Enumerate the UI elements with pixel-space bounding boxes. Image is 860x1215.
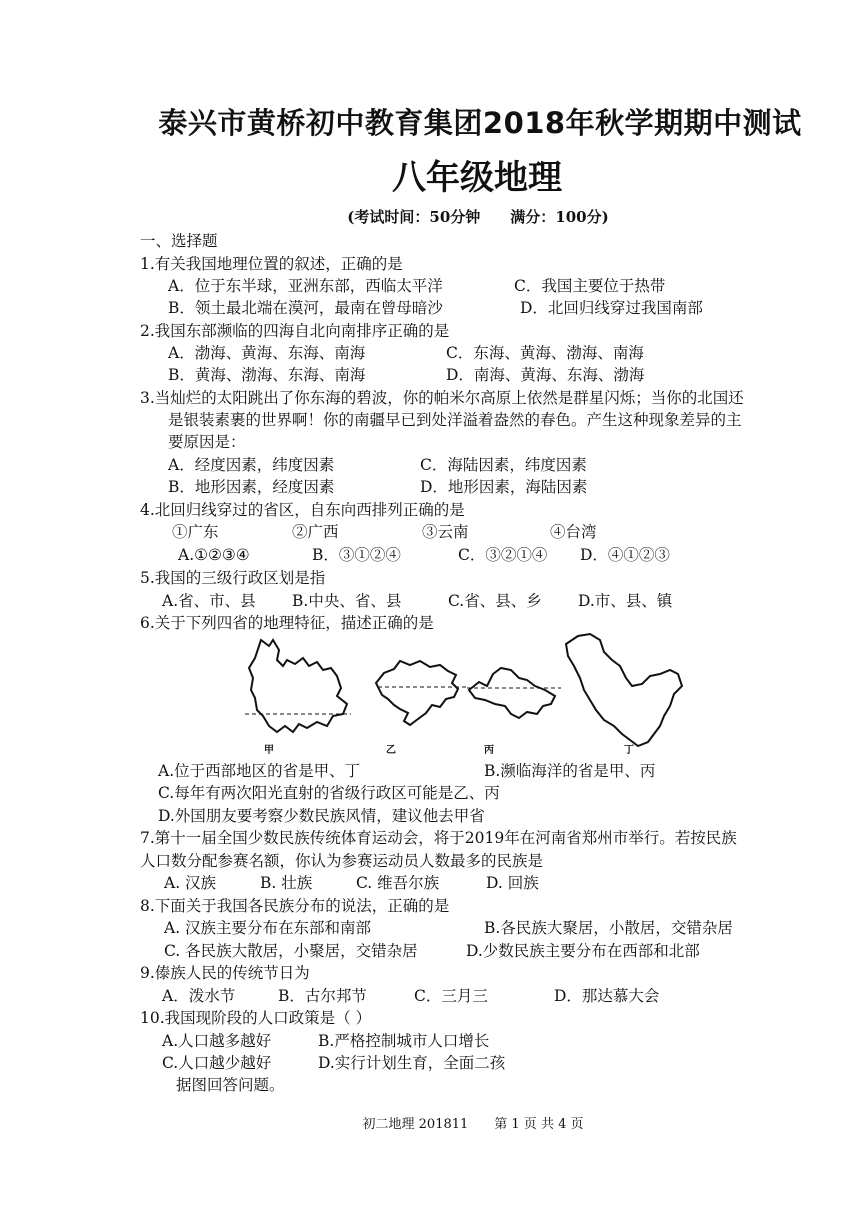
closing-instruction: 据图回答问题。 [176,1076,285,1094]
question-10-option-d[interactable]: D.实行计划生育，全面二孩 [318,1054,506,1072]
question-8-stem: 8.下面关于我国各民族分布的说法，正确的是 [140,897,450,915]
question-5-option-b[interactable]: B.中央、省、县 [292,592,402,610]
question-10-option-a[interactable]: A.人口越多越好 [162,1032,272,1050]
question-4-item-4: ④台湾 [550,523,597,541]
question-3-option-b[interactable]: B．地形因素，经度因素 [168,478,335,496]
province-map-jia [243,636,353,748]
exam-subtitle: 八年级地理 [392,158,562,198]
province-map-yi [370,655,470,735]
exam-info: (考试时间：50分钟 满分：100分) [347,208,609,226]
question-9-option-a[interactable]: A．泼水节 [162,987,236,1005]
question-3-option-c[interactable]: C．海陆因素，纬度因素 [420,456,587,474]
question-1-option-c[interactable]: C．我国主要位于热带 [514,277,666,295]
question-6-option-b[interactable]: B.濒临海洋的省是甲、丙 [484,762,656,780]
map-label-bing: 丙 [484,745,494,756]
question-10-stem: 10.我国现阶段的人口政策是（ ） [140,1009,372,1027]
question-5-option-a[interactable]: A.省、市、县 [162,592,256,610]
question-4-option-c[interactable]: C．③②①④ [458,546,548,564]
province-map-bing [465,660,565,740]
question-8-option-b[interactable]: B.各民族大聚居，小散居，交错杂居 [484,919,733,937]
question-2-stem: 2.我国东部濒临的四海自北向南排序正确的是 [140,322,450,340]
question-9-option-c[interactable]: C．三月三 [414,987,488,1005]
question-9-option-b[interactable]: B．古尔邦节 [278,987,367,1005]
province-map-ding [560,630,686,752]
question-3-stem-line-1: 3.当灿烂的太阳跳出了你东海的碧波，你的帕米尔高原上依然是群星闪烁；当你的北国还 [140,389,744,407]
question-9-stem: 9.傣族人民的传统节日为 [140,964,310,982]
question-6-option-a[interactable]: A.位于西部地区的省是甲、丁 [158,762,361,780]
page-footer: 初二地理 201811 第 1 页 共 4 页 [362,1117,584,1132]
section-heading: 一、选择题 [140,232,218,250]
map-label-yi: 乙 [386,745,396,756]
question-6-option-c[interactable]: C.每年有两次阳光直射的省级行政区可能是乙、丙 [158,784,500,802]
question-1-option-b[interactable]: B．领土最北端在漠河，最南在曾母暗沙 [168,299,443,317]
question-5-stem: 5.我国的三级行政区划是指 [140,569,326,587]
question-2-option-c[interactable]: C．东海、黄海、渤海、南海 [446,344,644,362]
question-4-item-3: ③云南 [422,523,469,541]
question-2-option-a[interactable]: A．渤海、黄海、东海、南海 [168,344,366,362]
question-9-option-d[interactable]: D．那达慕大会 [554,987,660,1005]
question-8-option-d[interactable]: D.少数民族主要分布在西部和北部 [466,942,700,960]
question-4-item-2: ②广西 [292,523,339,541]
question-10-option-c[interactable]: C.人口越少越好 [162,1054,272,1072]
question-7-stem-line-1: 7.第十一届全国少数民族传统体育运动会，将于2019年在河南省郑州市举行。若按民族 [140,829,737,847]
question-2-option-d[interactable]: D．南海、黄海、东海、渤海 [446,366,645,384]
exam-title: 泰兴市黄桥初中教育集团2018年秋学期期中测试 [158,106,802,140]
question-4-item-1: ①广东 [172,523,219,541]
question-7-stem-line-2: 人口数分配参赛名额，你认为参赛运动员人数最多的民族是 [140,852,544,870]
question-1-option-d[interactable]: D．北回归线穿过我国南部 [520,299,703,317]
question-3-stem-line-2: 是银装素裹的世界啊！你的南疆早已到处洋溢着盎然的春色。产生这种现象差异的主 [168,411,742,429]
question-6-option-d[interactable]: D.外国朋友要考察少数民族风情，建议他去甲省 [158,807,485,825]
question-1-option-a[interactable]: A．位于东半球，亚洲东部，西临太平洋 [168,277,443,295]
question-3-stem-line-3: 要原因是： [168,433,246,451]
question-5-option-c[interactable]: C.省、县、乡 [448,592,542,610]
question-7-option-a[interactable]: A. 汉族 [164,874,217,892]
map-label-jia: 甲 [264,745,274,756]
question-2-option-b[interactable]: B．黄海、渤海、东海、南海 [168,366,366,384]
question-4-option-b[interactable]: B．③①②④ [312,546,401,564]
question-5-option-d[interactable]: D.市、县、镇 [578,592,673,610]
question-7-option-c[interactable]: C. 维吾尔族 [356,874,440,892]
question-3-option-d[interactable]: D．地形因素，海陆因素 [420,478,588,496]
question-8-option-a[interactable]: A. 汉族主要分布在东部和南部 [164,919,372,937]
question-8-option-c[interactable]: C. 各民族大散居，小聚居，交错杂居 [164,942,418,960]
question-7-option-d[interactable]: D. 回族 [486,874,539,892]
question-4-stem: 4.北回归线穿过的省区，自东向西排列正确的是 [140,501,465,519]
question-7-option-b[interactable]: B. 壮族 [260,874,313,892]
map-label-ding: 丁 [624,745,634,756]
question-3-option-a[interactable]: A．经度因素，纬度因素 [168,456,335,474]
question-4-option-d[interactable]: D．④①②③ [580,546,670,564]
question-4-option-a[interactable]: A.①②③④ [178,546,250,564]
question-1-stem: 1.有关我国地理位置的叙述，正确的是 [140,255,403,273]
question-10-option-b[interactable]: B.严格控制城市人口增长 [318,1032,490,1050]
question-6-stem: 6.关于下列四省的地理特征，描述正确的是 [140,614,434,632]
